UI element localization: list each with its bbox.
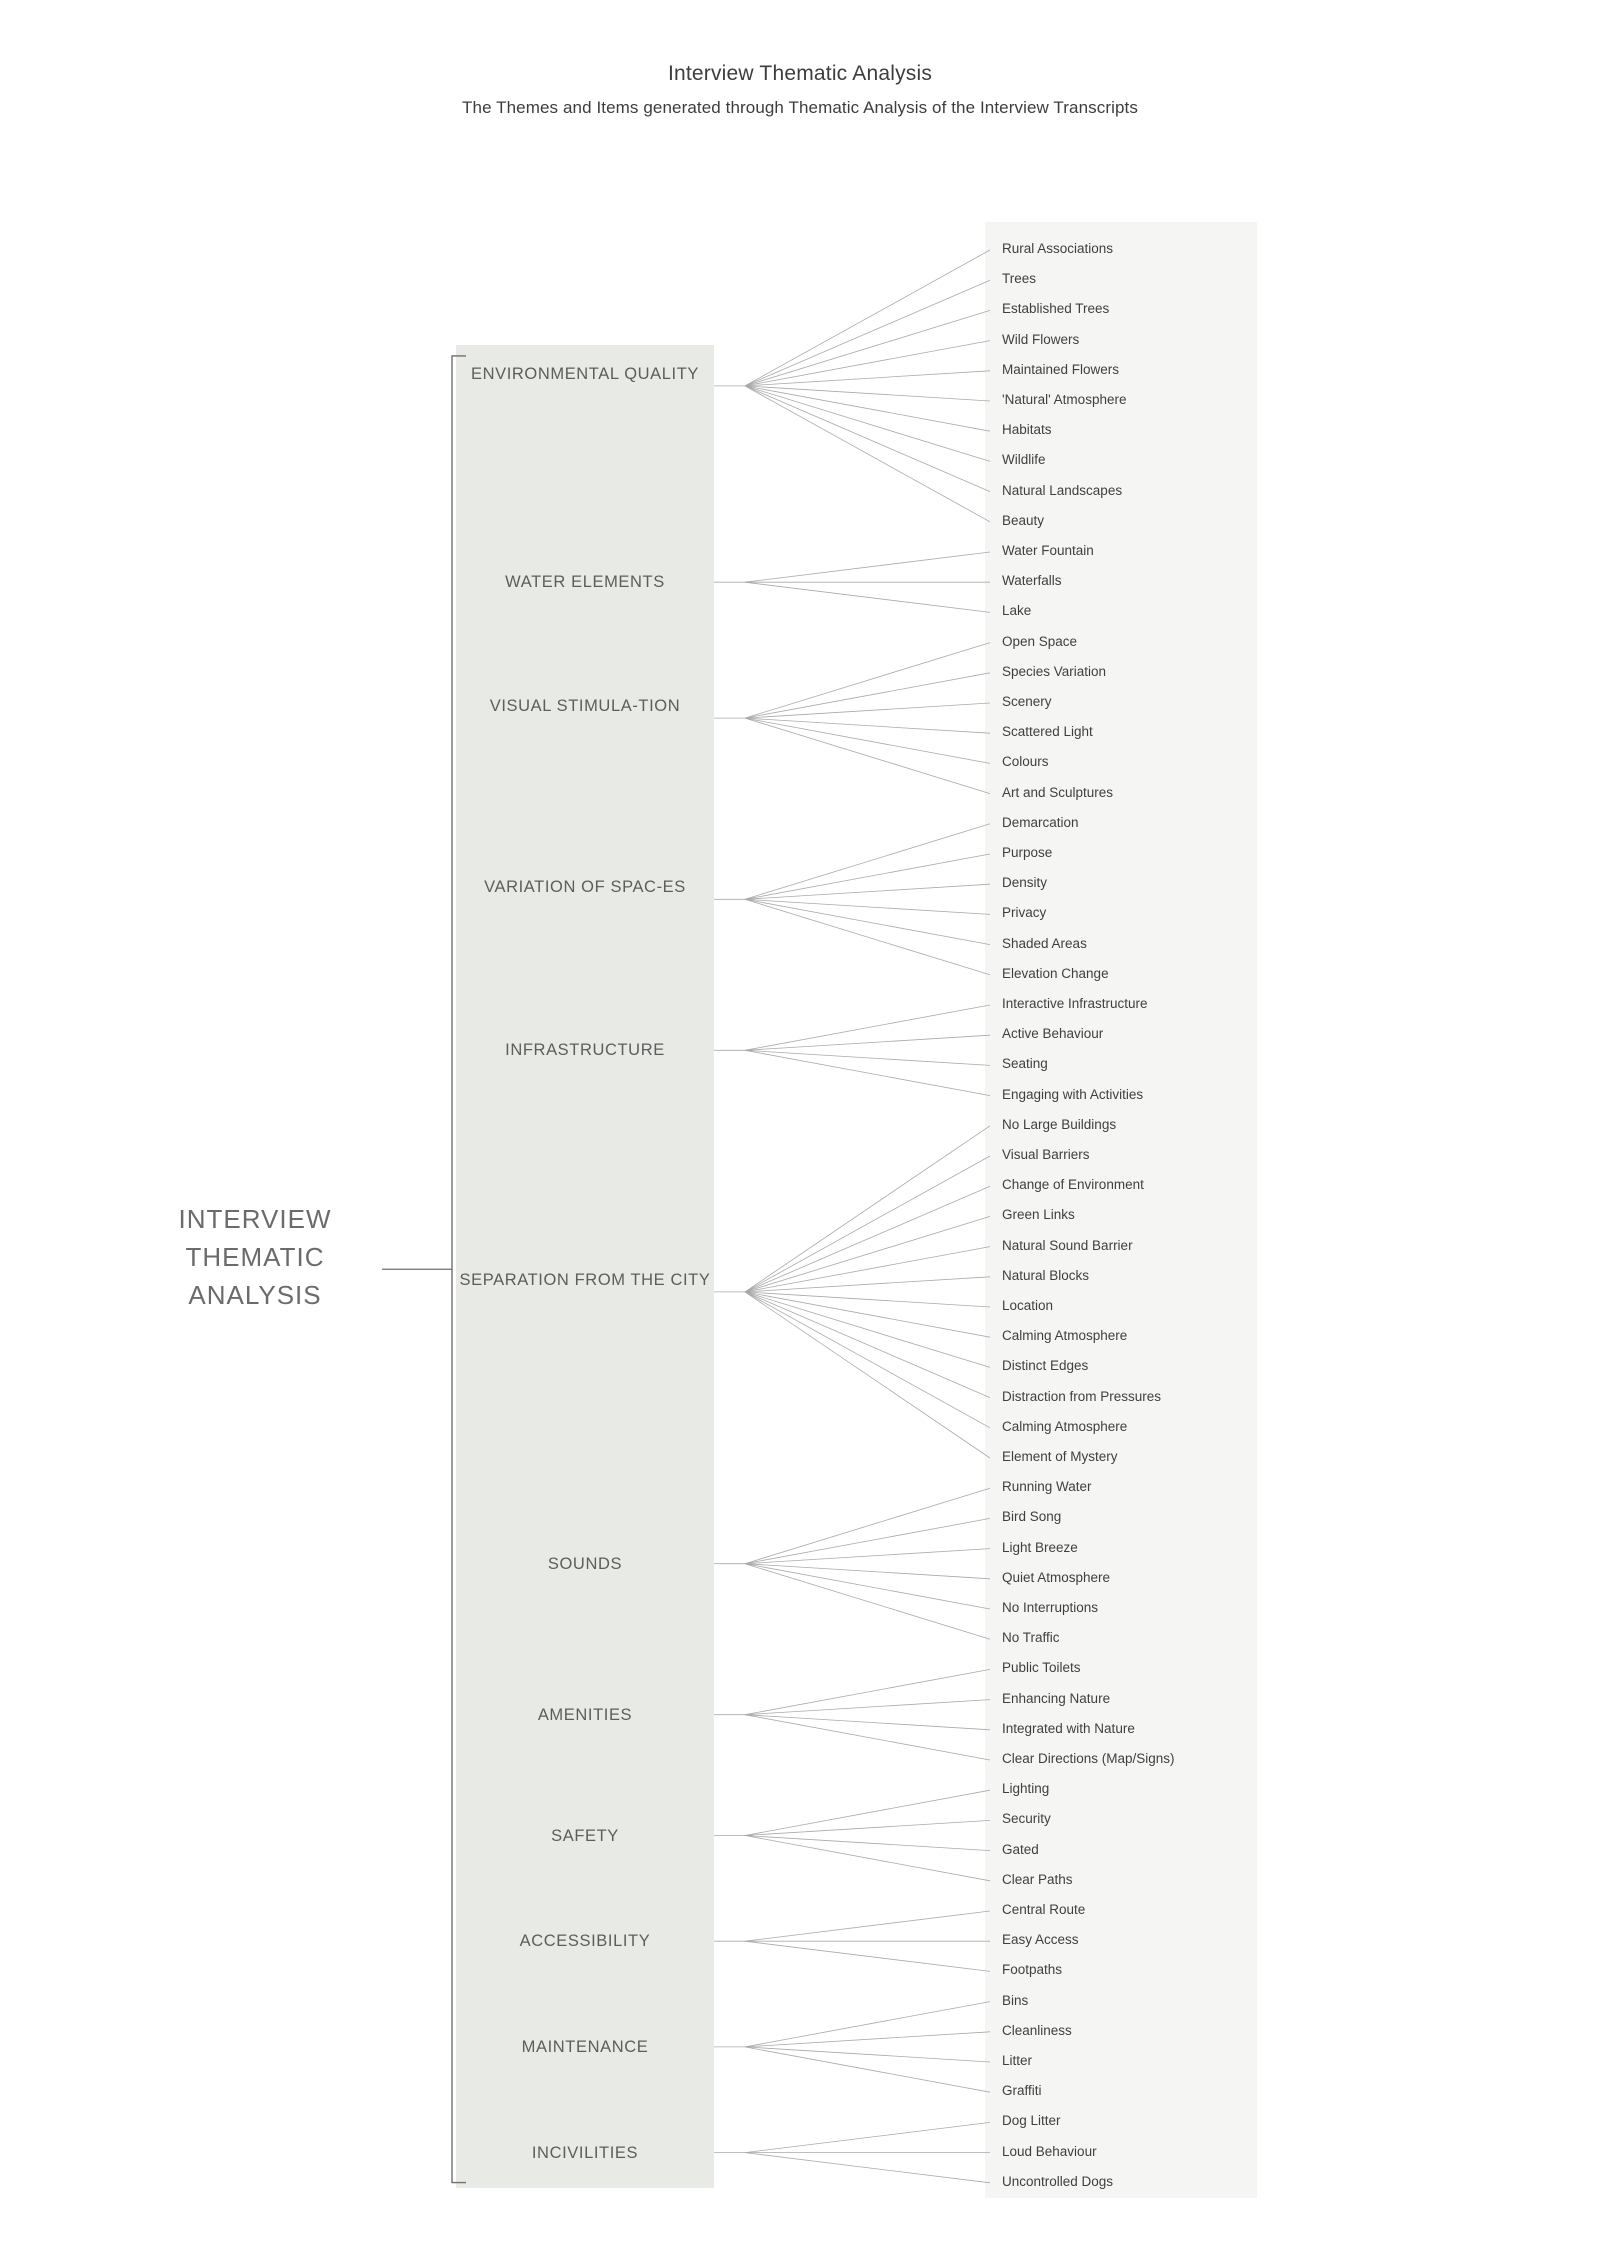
item-label: Running Water [1002,1479,1092,1495]
root-line-2: THEMATIC [185,1242,325,1272]
item-label: Clear Paths [1002,1871,1073,1887]
item-label: Open Space [1002,633,1078,649]
item-label: Habitats [1002,422,1052,438]
item-label: Lighting [1002,1781,1050,1797]
item-label: Scattered Light [1002,724,1093,740]
item-label: Graffiti [1002,2083,1042,2099]
item-label: Established Trees [1002,301,1110,317]
root-line-3: ANALYSIS [188,1280,322,1310]
item-label: Wild Flowers [1002,331,1080,347]
item-label: Art and Sculptures [1002,784,1114,800]
item-label: Public Toilets [1002,1660,1081,1676]
theme-label: ACCESSIBILITY [519,1932,651,1951]
item-label: Central Route [1002,1902,1086,1917]
item-label: Easy Access [1002,1932,1079,1948]
item-label: Change of Environment [1002,1177,1144,1193]
theme-label: VISUAL STIMULA-​TION [489,697,681,716]
item-label: Scenery [1002,694,1052,709]
item-label: Light Breeze [1002,1539,1078,1555]
item-label: Bird Song [1002,1509,1062,1525]
theme-label: INCIVILITIES [531,2143,639,2162]
item-label: Visual Barriers [1002,1147,1090,1162]
item-label: Demarcation [1002,814,1079,830]
item-label: Natural Blocks [1002,1267,1090,1283]
item-label: Calming Atmosphere [1002,1328,1128,1344]
item-label: Calming Atmosphere [1002,1418,1128,1434]
item-label: Distraction from Pressures [1002,1388,1162,1404]
item-label: Natural Sound Barrier [1002,1237,1133,1253]
item-label: Lake [1002,603,1032,619]
item-label: Density [1002,875,1048,891]
item-label: Shaded Areas [1002,935,1087,951]
item-label: Engaging with Activities [1002,1086,1144,1102]
theme-label: ENVIRONMENTAL QUALITY [470,364,700,383]
root-node-label [130,1200,380,1314]
item-label: Active Behaviour [1002,1026,1104,1042]
root-line-1: INTERVIEW [178,1204,332,1234]
item-label: Litter [1002,2053,1033,2068]
item-label: No Interruptions [1002,1600,1099,1615]
item-label: Species Variation [1002,663,1107,679]
item-label: Purpose [1002,845,1053,860]
item-label: Security [1002,1811,1051,1827]
theme-label: VARIATION OF SPAC-​ES [484,878,686,897]
page-title: Interview Thematic Analysis [667,62,933,85]
item-label: Green Links [1002,1207,1075,1223]
item-label: 'Natural' Atmosphere [1002,392,1127,407]
theme-label: INFRASTRUCTURE [505,1041,665,1060]
item-label: Water Fountain [1002,543,1094,558]
item-label: Element of Mystery [1002,1449,1118,1464]
theme-column-background [456,345,714,2188]
item-label: Gated [1002,1841,1039,1857]
item-label: Uncontrolled Dogs [1002,2173,1114,2189]
item-label: Colours [1002,754,1049,770]
theme-label: SAFETY [551,1826,619,1845]
theme-label: SOUNDS [547,1554,623,1573]
item-label: No Traffic [1002,1630,1060,1646]
item-label: Enhancing Nature [1002,1690,1111,1706]
item-label: Bins [1002,1992,1029,2008]
item-label: Trees [1002,271,1037,287]
theme-label: WATER ELEMENTS [505,573,665,592]
item-label: Seating [1002,1056,1048,1072]
item-label: Dog Litter [1002,2113,1061,2129]
item-label: No Large Buildings [1002,1116,1117,1132]
theme-label: SEPARATION FROM THE CITY [459,1270,711,1289]
item-label: Natural Landscapes [1002,482,1123,498]
item-label: Clear Directions (Map/Signs) [1002,1751,1175,1766]
item-label: Wildlife [1002,452,1046,468]
item-label: Footpaths [1002,1962,1063,1978]
item-label: Loud Behaviour [1002,2143,1097,2159]
item-label: Integrated with Nature [1002,1720,1135,1736]
item-label: Interactive Infrastructure [1002,996,1148,1011]
item-label: Quiet Atmosphere [1002,1569,1111,1585]
item-label: Cleanliness [1002,2022,1072,2038]
item-label: Distinct Edges [1002,1358,1089,1374]
page-subtitle: The Themes and Items generated through Thematic Analysis of the Interview Transcripts [462,98,1138,117]
item-label: Waterfalls [1002,573,1062,589]
item-label: Rural Associations [1002,241,1114,256]
item-label: Elevation Change [1002,965,1109,981]
item-label: Beauty [1002,512,1045,528]
item-label: Maintained Flowers [1002,361,1120,377]
item-label: Privacy [1002,905,1047,921]
item-label: Location [1002,1298,1054,1313]
theme-label: AMENITIES [537,1705,633,1724]
theme-label: MAINTENANCE [521,2037,649,2056]
